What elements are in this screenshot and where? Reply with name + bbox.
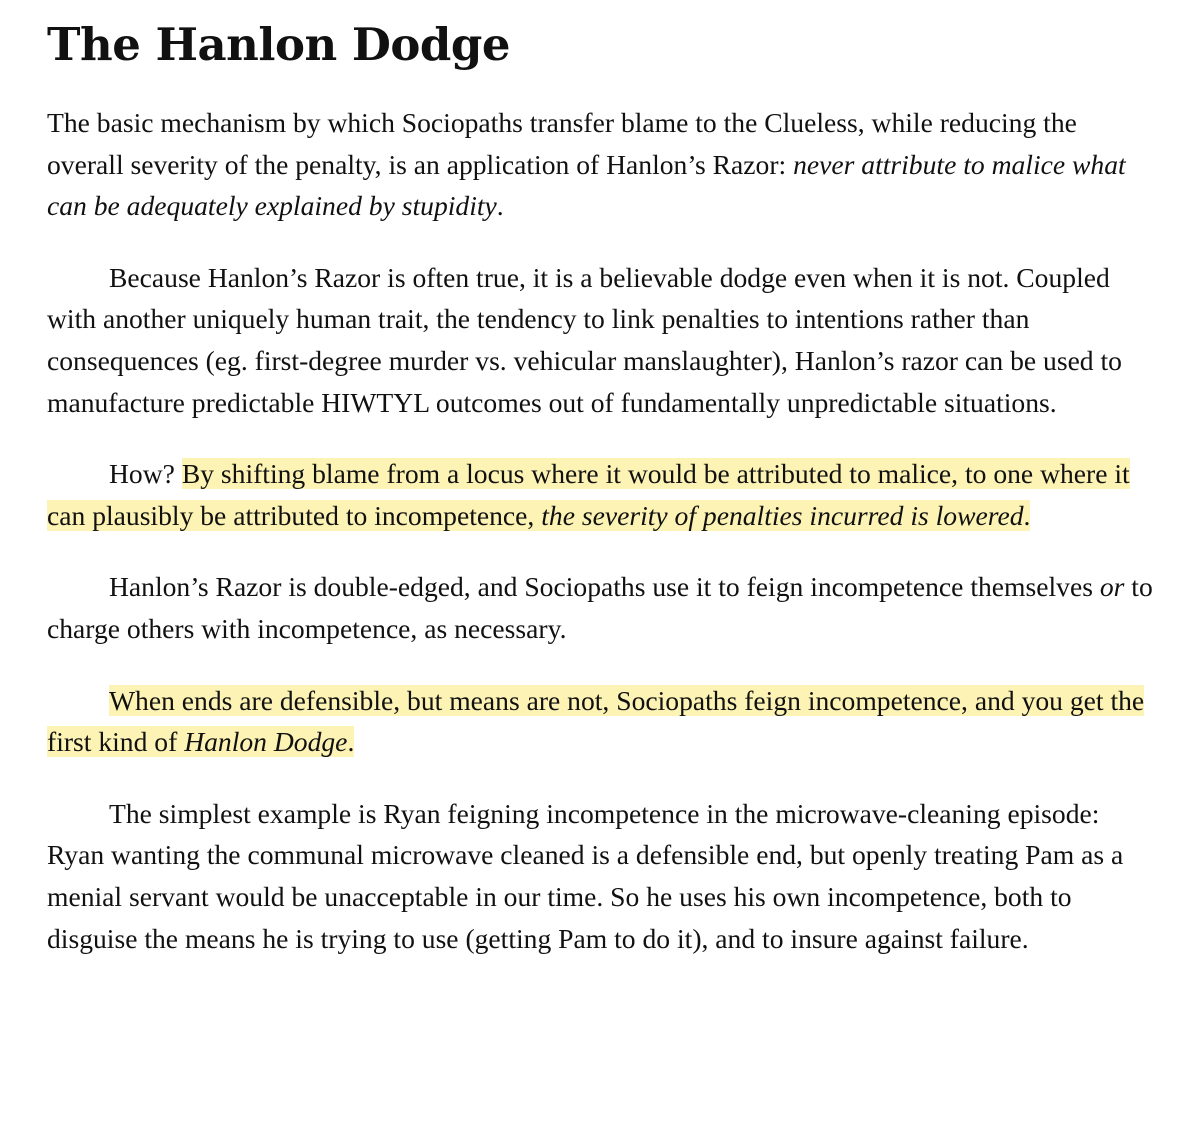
highlighted-passage: When ends are defensible, but means are not, Sociopaths feign incompetence, and you get the first kind of bbox=[47, 684, 1145, 758]
highlighted-italic-passage: the severity of penalties incurred is lowered bbox=[541, 499, 1024, 531]
paragraph-3 bbox=[47, 453, 1160, 536]
article-title: The Hanlon Dodge bbox=[47, 18, 510, 71]
hanlon-dodge-term: Hanlon Dodge bbox=[184, 726, 348, 758]
paragraph-2 bbox=[47, 257, 1160, 423]
highlighted-passage-end: . bbox=[1023, 499, 1031, 531]
paragraph-1-text: The basic mechanism by which Sociopaths transfer blame to the Clueless, while reducing the overall severity of the penalty, is an application of Hanlon’s Razor: bbox=[47, 107, 1077, 180]
hanlons-razor-quote: never attribute to malice what can be adequately explained by stupidity bbox=[47, 148, 1126, 222]
paragraph-4-italic: or bbox=[1099, 571, 1125, 603]
paragraph-1 bbox=[47, 102, 1160, 227]
highlighted-passage: By shifting blame from a locus where it would be attributed to malice, to one where it can plausibly be attributed to incompetence, bbox=[47, 458, 1130, 531]
paragraph-4 bbox=[47, 566, 1160, 649]
paragraph-6-text: The simplest example is Ryan feigning incompetence in the microwave-cleaning episode: Ryan wanting the communal microwave cleaned is a defensible end, but openly treating Pam as a menial servant would be unacceptable in our time. So he uses his own incompetence, both to disguise the means he is trying to use (getting Pam to do it), and to insure against failure. bbox=[47, 797, 1124, 954]
highlighted-passage-end: . bbox=[347, 726, 355, 758]
paragraph-4-text-b: to charge others with incompetence, as necessary. bbox=[47, 571, 1153, 644]
paragraph-1-end: . bbox=[496, 190, 504, 222]
paragraph-6 bbox=[47, 793, 1160, 959]
paragraph-5 bbox=[47, 680, 1160, 763]
paragraph-4-text-a: Hanlon’s Razor is double-edged, and Sociopaths use it to feign incompetence themselves bbox=[109, 571, 1100, 603]
paragraph-2-text: Because Hanlon’s Razor is often true, it is a believable dodge even when it is not. Coupled with another uniquely human trait, the tendency to link penalties to intentions rather than consequences (eg. first-degree murder vs. vehicular manslaughter), Hanlon’s razor can be used to manufacture predictable HIWTYL outcomes out of fundamentally unpredictable situations. bbox=[47, 261, 1122, 418]
paragraph-3-lead: How? bbox=[109, 458, 182, 490]
